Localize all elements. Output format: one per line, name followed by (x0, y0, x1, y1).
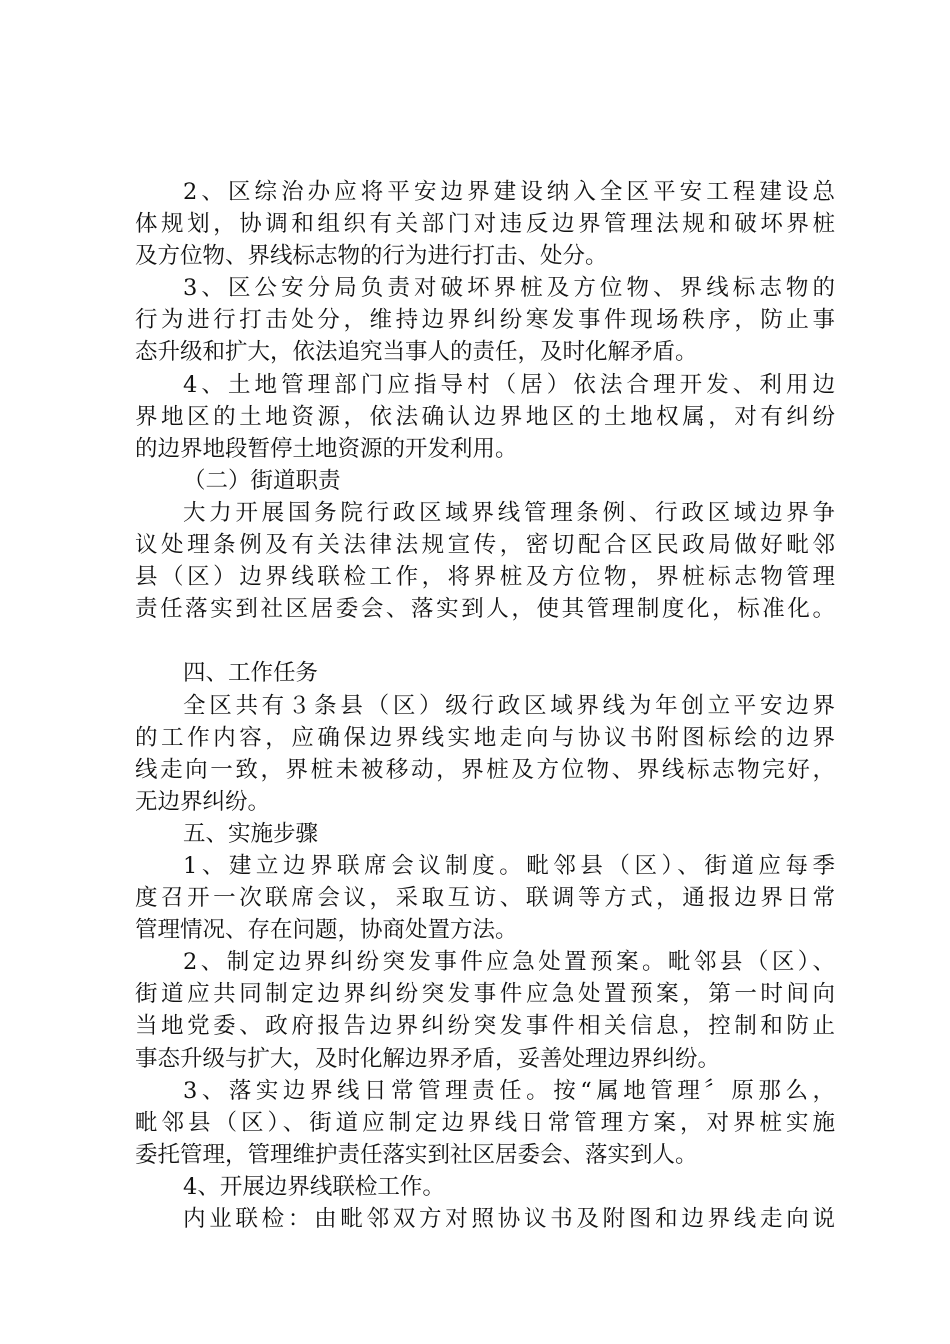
section-heading: 四、工作任务 (183, 660, 319, 687)
text-line: 2、区综治办应将平安边界建设纳入全区平安工程建设总 (183, 179, 835, 205)
text-line: 的工作内容，应确保边界线实地走向与协议书附图标绘的边界 (135, 724, 835, 751)
text-line: 3、落实边界线日常管理责任。按“属地管理〞原那么， (183, 1077, 835, 1104)
text-line: 度召开一次联席会议，采取互访、联调等方式，通报边界日常 (135, 885, 835, 912)
text-line: 线走向一致，界桩未被移动，界桩及方位物、界线标志物完好， (135, 756, 835, 783)
text-line: 及方位物、界线标志物的行为进行打击、处分。 (135, 243, 608, 270)
text-line: 行为进行打击处分，维持边界纠纷寒发事件现场秩序，防止事 (135, 307, 835, 334)
text-line: 议处理条例及有关法律法规宣传，密切配合区民政局做好毗邻 (135, 532, 835, 559)
text-line: 2、制定边界纠纷突发事件应急处置预案。毗邻县（区）、 (183, 949, 835, 976)
text-line: 界地区的土地资源，依法确认边界地区的土地权属，对有纠纷 (135, 403, 835, 430)
text-line: 街道应共同制定边界纠纷突发事件应急处置预案，第一时间向 (135, 981, 835, 1008)
text-line: 管理情况、存在问题，协商处置方法。 (135, 917, 518, 944)
text-line: 事态升级与扩大，及时化解边界矛盾，妥善处理边界纠纷。 (135, 1045, 721, 1072)
text-line: 县（区）边界线联检工作，将界桩及方位物，界桩标志物管理 (135, 564, 835, 591)
text-line: 体规划，协调和组织有关部门对违反边界管理法规和破坏界桩 (135, 211, 835, 238)
section-heading: 4、开展边界线联检工作。 (183, 1173, 445, 1200)
text-line: 毗邻县（区）、街道应制定边界线日常管理方案，对界桩实施 (135, 1109, 835, 1136)
text-line: 1、建立边界联席会议制度。毗邻县（区）、街道应每季 (183, 852, 835, 879)
text-line: 3、区公安分局负责对破坏界桩及方位物、界线标志物的 (183, 275, 835, 302)
text-line: 责任落实到社区居委会、落实到人，使其管理制度化，标准化。 (135, 596, 835, 623)
text-line: 的边界地段暂停土地资源的开发利用。 (135, 435, 518, 462)
section-heading: 五、实施步骤 (183, 820, 319, 847)
text-line: 4、土地管理部门应指导村（居）依法合理开发、利用边 (183, 371, 835, 398)
text-line: 全区共有３条县（区）级行政区域界线为年创立平安边界 (183, 692, 835, 719)
text-line: 大力开展国务院行政区域界线管理条例、行政区域边界争 (183, 499, 835, 526)
section-heading: （二）街道职责 (183, 467, 341, 494)
text-line: 态升级和扩大，依法追究当事人的责任，及时化解矛盾。 (135, 339, 698, 366)
text-line: 当地党委、政府报告边界纠纷突发事件相关信息，控制和防止 (135, 1013, 835, 1040)
text-line: 无边界纠纷。 (135, 788, 271, 815)
blank-line (135, 625, 835, 657)
document-body (135, 176, 835, 1235)
text-line: 内业联检：由毗邻双方对照协议书及附图和边界线走向说 (183, 1206, 835, 1232)
text-line: 委托管理，管理维护责任落实到社区居委会、落实到人。 (135, 1141, 698, 1168)
